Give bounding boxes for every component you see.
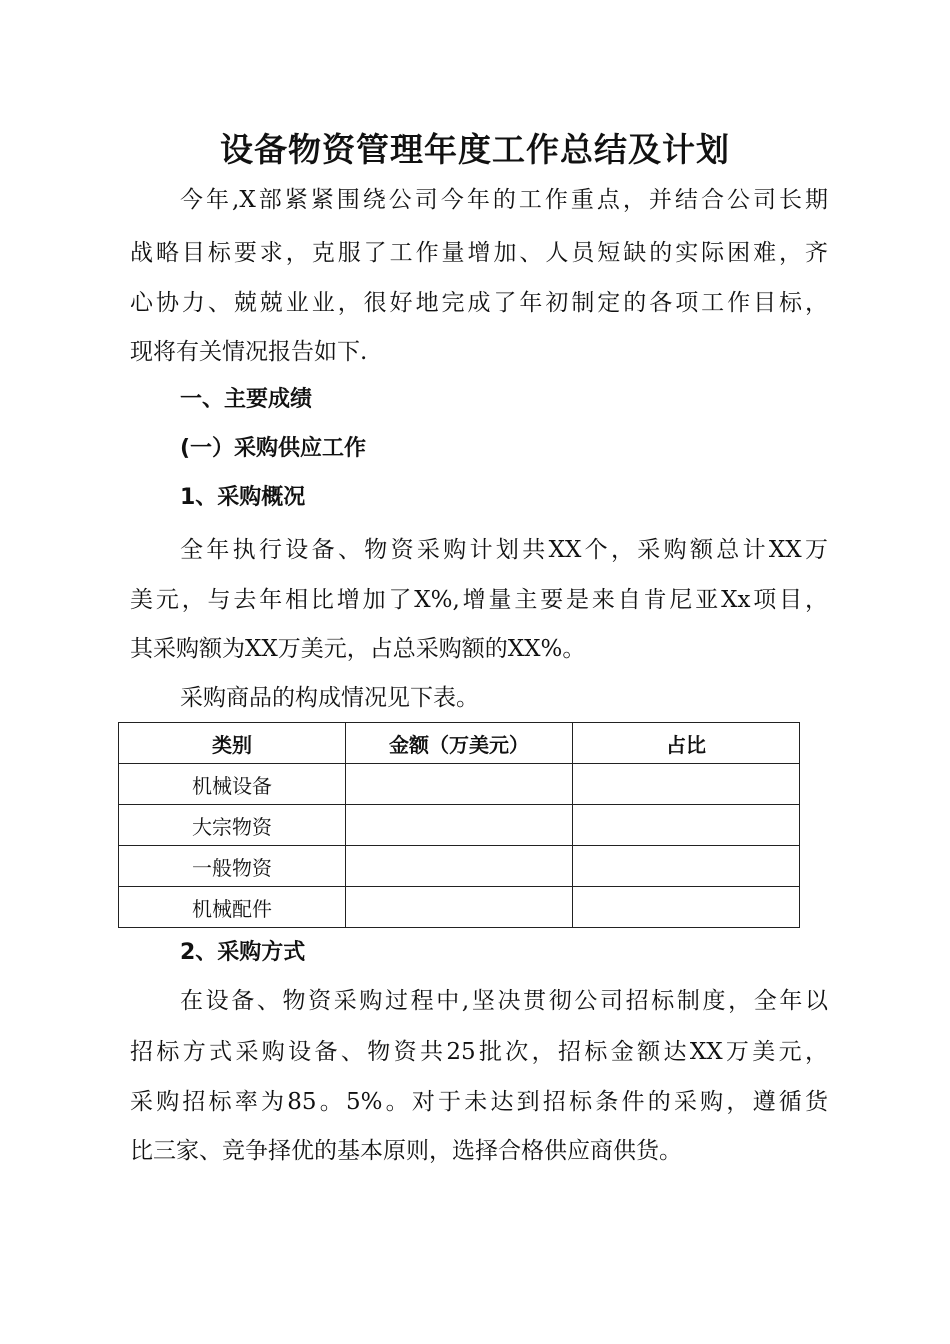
intro-line-1: 今年,X部紧紧围绕公司今年的工作重点，并结合公司长期 bbox=[180, 187, 828, 213]
table-intro: 采购商品的构成情况见下表。 bbox=[180, 685, 479, 711]
table-cell-category: 机械配件 bbox=[119, 887, 346, 928]
overview-line-3: 其采购额为XX万美元，占总采购额的XX%。 bbox=[130, 636, 586, 662]
table-cell-category: 一般物资 bbox=[119, 846, 346, 887]
subsection-heading-procurement: (一）采购供应工作 bbox=[180, 436, 367, 461]
overview-line-2: 美元，与去年相比增加了X%,增量主要是来自肯尼亚Xx项目， bbox=[130, 587, 828, 613]
table-cell-amount bbox=[346, 846, 573, 887]
intro-line-2: 战略目标要求，克服了工作量增加、人员短缺的实际困难，齐 bbox=[130, 240, 828, 266]
table-header-amount: 金额（万美元） bbox=[346, 723, 573, 764]
table-cell-amount bbox=[346, 805, 573, 846]
overview-line-1: 全年执行设备、物资采购计划共XX个，采购额总计XX万 bbox=[180, 537, 828, 563]
method-line-4: 比三家、竞争择优的基本原则，选择合格供应商供货。 bbox=[130, 1138, 682, 1164]
table-header-row bbox=[119, 723, 800, 764]
table-cell-share bbox=[573, 764, 800, 805]
table-row bbox=[119, 887, 800, 928]
method-line-1: 在设备、物资采购过程中,坚决贯彻公司招标制度，全年以 bbox=[180, 988, 828, 1014]
table-header-share: 占比 bbox=[573, 723, 800, 764]
table-cell-amount bbox=[346, 764, 573, 805]
table-header-category: 类别 bbox=[119, 723, 346, 764]
method-line-3: 采购招标率为85。5%。对于未达到招标条件的采购，遵循货 bbox=[130, 1089, 828, 1115]
table-row bbox=[119, 805, 800, 846]
table-cell-share bbox=[573, 805, 800, 846]
intro-line-4: 现将有关情况报告如下. bbox=[130, 339, 368, 365]
procurement-table bbox=[118, 722, 800, 928]
section-heading-main-achievements: 一、主要成绩 bbox=[180, 387, 313, 412]
table-cell-amount bbox=[346, 887, 573, 928]
table-row bbox=[119, 764, 800, 805]
method-line-2: 招标方式采购设备、物资共25批次，招标金额达XX万美元， bbox=[130, 1039, 828, 1065]
table-cell-category: 大宗物资 bbox=[119, 805, 346, 846]
table-row bbox=[119, 846, 800, 887]
table-cell-share bbox=[573, 887, 800, 928]
item-heading-procurement-overview: 1、采购概况 bbox=[180, 485, 306, 510]
intro-line-3: 心协力、兢兢业业，很好地完成了年初制定的各项工作目标， bbox=[130, 290, 828, 316]
table-cell-category: 机械设备 bbox=[119, 764, 346, 805]
item-heading-procurement-method: 2、采购方式 bbox=[180, 940, 306, 965]
document-title: 设备物资管理年度工作总结及计划 bbox=[220, 130, 730, 169]
table-cell-share bbox=[573, 846, 800, 887]
